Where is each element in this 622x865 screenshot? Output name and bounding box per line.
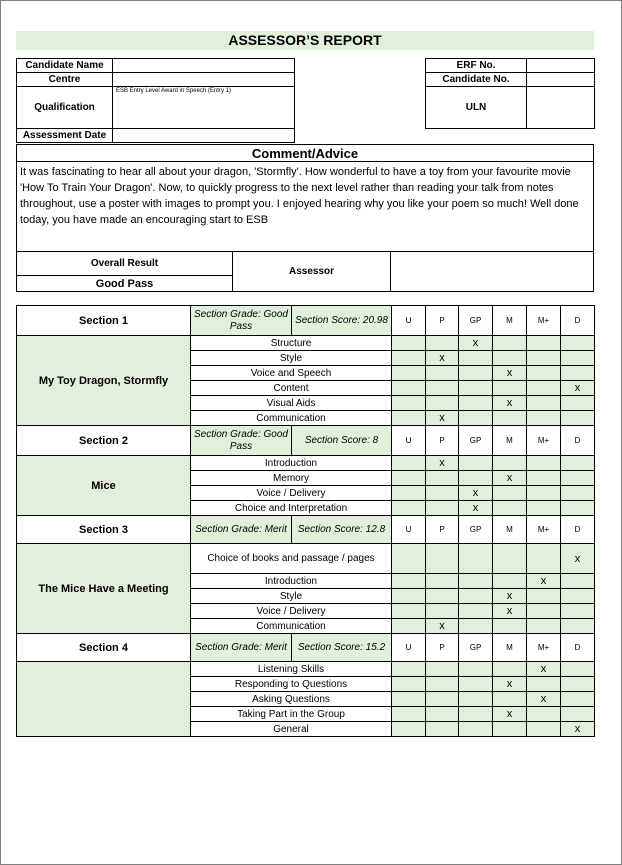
grades-table (16, 305, 595, 737)
grade-cell-p (426, 574, 459, 589)
grade-cell-d (561, 589, 595, 604)
grade-header-gp: GP (459, 426, 493, 456)
grade-cell-m-plus (527, 471, 561, 486)
grade-cell-m: x (493, 589, 527, 604)
grade-cell-p (426, 396, 459, 411)
grade-cell-u (392, 411, 426, 426)
grade-cell-u (392, 662, 426, 677)
grade-cell-gp: x (459, 486, 493, 501)
grade-cell-m (493, 662, 527, 677)
grade-header-m-plus: M+ (527, 426, 561, 456)
criterion-name: Style (191, 589, 392, 604)
grade-cell-d (561, 677, 595, 692)
grade-cell-m-plus (527, 677, 561, 692)
grade-cell-m-plus (527, 396, 561, 411)
grade-header-d: D (561, 426, 595, 456)
grade-cell-gp (459, 662, 493, 677)
centre-label: Centre (17, 73, 113, 87)
assessment-date-field[interactable] (113, 129, 295, 143)
grade-cell-m-plus (527, 486, 561, 501)
grade-cell-u (392, 396, 426, 411)
grade-header-d: D (561, 634, 595, 662)
grade-cell-p (426, 589, 459, 604)
criterion-row (17, 544, 595, 574)
criterion-name: Voice / Delivery (191, 604, 392, 619)
section-4-title (17, 662, 191, 737)
section-3-grade: Section Grade: Merit (191, 516, 292, 544)
grade-cell-m (493, 336, 527, 351)
grade-cell-gp: x (459, 336, 493, 351)
grade-header-m: M (493, 426, 527, 456)
qualification-label: Qualification (17, 87, 113, 129)
grade-header-p: P (426, 634, 459, 662)
grade-cell-u (392, 456, 426, 471)
grade-cell-u (392, 381, 426, 396)
grade-cell-u (392, 351, 426, 366)
grade-cell-gp: x (459, 501, 493, 516)
grade-cell-m (493, 381, 527, 396)
grade-cell-p (426, 336, 459, 351)
grade-cell-d (561, 396, 595, 411)
criterion-name: Choice of books and passage / pages (191, 544, 392, 574)
section-4-header-row (17, 634, 595, 662)
grade-header-p: P (426, 426, 459, 456)
grade-header-u: U (392, 426, 426, 456)
grade-cell-p (426, 662, 459, 677)
section-3-header-row (17, 516, 595, 544)
grade-cell-m (493, 411, 527, 426)
grade-cell-m-plus (527, 604, 561, 619)
uln-label: ULN (426, 87, 527, 129)
criterion-name: Structure (191, 336, 392, 351)
report-title: ASSESSOR’S REPORT (16, 31, 594, 50)
criterion-name: Responding to Questions (191, 677, 392, 692)
section-4-grade: Section Grade: Merit (191, 634, 292, 662)
criterion-name: Visual Aids (191, 396, 392, 411)
section-3-label: Section 3 (17, 516, 191, 544)
grade-cell-m-plus (527, 411, 561, 426)
grade-cell-m (493, 486, 527, 501)
section-1-header-row (17, 306, 595, 336)
section-1-grade: Section Grade: Good Pass (191, 306, 292, 336)
grade-cell-gp (459, 351, 493, 366)
grade-cell-gp (459, 456, 493, 471)
grade-cell-m: x (493, 707, 527, 722)
grade-header-u: U (392, 516, 426, 544)
section-4-score: Section Score: 15.2 (292, 634, 392, 662)
grade-cell-u (392, 589, 426, 604)
grade-cell-p (426, 677, 459, 692)
grade-header-d: D (561, 516, 595, 544)
grade-cell-d (561, 336, 595, 351)
candidate-info-table (16, 58, 295, 143)
grade-cell-p (426, 707, 459, 722)
section-2-score: Section Score: 8 (292, 426, 392, 456)
grade-cell-m (493, 692, 527, 707)
grade-cell-m: x (493, 396, 527, 411)
grade-cell-d (561, 662, 595, 677)
grade-cell-p (426, 722, 459, 737)
section-1-title: My Toy Dragon, Stormfly (17, 336, 191, 426)
grade-cell-p (426, 544, 459, 574)
overall-result-value: Good Pass (17, 276, 233, 292)
grade-cell-gp (459, 366, 493, 381)
grade-cell-m-plus (527, 619, 561, 634)
grade-cell-m-plus: x (527, 574, 561, 589)
grade-cell-p: x (426, 411, 459, 426)
section-2-grade: Section Grade: Good Pass (191, 426, 292, 456)
criterion-name: Introduction (191, 574, 392, 589)
grade-header-m-plus: M+ (527, 306, 561, 336)
comment-heading: Comment/Advice (17, 145, 593, 162)
grade-cell-u (392, 619, 426, 634)
grade-cell-d: x (561, 381, 595, 396)
grade-cell-d (561, 456, 595, 471)
grade-cell-m (493, 501, 527, 516)
grade-header-m: M (493, 516, 527, 544)
criterion-name: General (191, 722, 392, 737)
uln-field[interactable] (527, 87, 595, 129)
grade-cell-m-plus (527, 336, 561, 351)
criterion-name: Style (191, 351, 392, 366)
criterion-name: Introduction (191, 456, 392, 471)
grade-cell-d (561, 501, 595, 516)
section-1-label: Section 1 (17, 306, 191, 336)
grade-cell-m-plus (527, 544, 561, 574)
grade-cell-m (493, 544, 527, 574)
candidate-no-label: Candidate No. (426, 73, 527, 87)
grade-cell-gp (459, 692, 493, 707)
criterion-name: Taking Part in the Group (191, 707, 392, 722)
grade-cell-m: x (493, 366, 527, 381)
comment-text: It was fascinating to hear all about your dragon, 'Stormfly'. How wonderful to have a toy from your favourite movie 'How To Train Your Dragon'. Now, to quickly progress to the next level rather than reading your talk from notes throughout, use a poster with images to prompt you. I enjoyed hearing why you like your poem so much! Well done today, you have made an encouraging start to ESB (20, 166, 579, 226)
assessor-label: Assessor (233, 252, 391, 292)
criterion-name: Communication (191, 619, 392, 634)
grade-cell-u (392, 544, 426, 574)
grade-cell-p (426, 604, 459, 619)
section-1-score: Section Score: 20.98 (292, 306, 392, 336)
criterion-row (17, 456, 595, 471)
grade-cell-gp (459, 707, 493, 722)
criterion-name: Memory (191, 471, 392, 486)
assessment-date-label: Assessment Date (17, 129, 113, 143)
grade-cell-d (561, 351, 595, 366)
grade-cell-p: x (426, 619, 459, 634)
section-2-label: Section 2 (17, 426, 191, 456)
section-3-score: Section Score: 12.8 (292, 516, 392, 544)
criterion-name: Choice and Interpretation (191, 501, 392, 516)
section-3-title: The Mice Have a Meeting (17, 544, 191, 634)
grade-header-m: M (493, 634, 527, 662)
grade-cell-p (426, 692, 459, 707)
grade-cell-gp (459, 589, 493, 604)
grade-cell-gp (459, 544, 493, 574)
criterion-row (17, 336, 595, 351)
grade-header-gp: GP (459, 306, 493, 336)
grade-cell-m (493, 574, 527, 589)
comment-box (16, 144, 594, 292)
grade-cell-u (392, 692, 426, 707)
grade-cell-d (561, 366, 595, 381)
grade-cell-p: x (426, 351, 459, 366)
grade-cell-d (561, 619, 595, 634)
grade-cell-d (561, 707, 595, 722)
grade-cell-u (392, 501, 426, 516)
criterion-name: Communication (191, 411, 392, 426)
grade-cell-gp (459, 619, 493, 634)
grade-header-u: U (392, 306, 426, 336)
grade-cell-d (561, 486, 595, 501)
grade-cell-d: x (561, 722, 595, 737)
section-2-header-row (17, 426, 595, 456)
grade-cell-m (493, 619, 527, 634)
criterion-name: Asking Questions (191, 692, 392, 707)
section-2-title: Mice (17, 456, 191, 516)
grade-cell-gp (459, 574, 493, 589)
criterion-name: Content (191, 381, 392, 396)
grade-header-m: M (493, 306, 527, 336)
grade-cell-m: x (493, 604, 527, 619)
grade-cell-gp (459, 471, 493, 486)
grade-header-m-plus: M+ (527, 634, 561, 662)
grade-cell-m-plus (527, 589, 561, 604)
grade-cell-gp (459, 411, 493, 426)
grade-cell-m-plus (527, 501, 561, 516)
grade-cell-p (426, 471, 459, 486)
grade-cell-d (561, 604, 595, 619)
grade-cell-p (426, 486, 459, 501)
grade-cell-u (392, 707, 426, 722)
grade-header-m-plus: M+ (527, 516, 561, 544)
grade-header-gp: GP (459, 516, 493, 544)
grade-cell-m-plus: x (527, 692, 561, 707)
grade-header-d: D (561, 306, 595, 336)
grade-cell-d (561, 574, 595, 589)
grade-cell-m: x (493, 471, 527, 486)
grade-cell-m (493, 351, 527, 366)
criterion-name: Listening Skills (191, 662, 392, 677)
grade-cell-p (426, 501, 459, 516)
grade-cell-m-plus (527, 381, 561, 396)
grade-cell-u (392, 486, 426, 501)
grade-cell-m: x (493, 677, 527, 692)
grade-cell-gp (459, 604, 493, 619)
grade-cell-m-plus (527, 456, 561, 471)
section-4-label: Section 4 (17, 634, 191, 662)
grade-cell-d (561, 411, 595, 426)
grade-cell-u (392, 336, 426, 351)
erf-label: ERF No. (426, 59, 527, 73)
candidate-name-field[interactable] (113, 59, 295, 73)
grade-cell-u (392, 366, 426, 381)
centre-field[interactable] (113, 73, 295, 87)
grade-header-gp: GP (459, 634, 493, 662)
grade-cell-gp (459, 396, 493, 411)
criterion-name: Voice and Speech (191, 366, 392, 381)
grade-header-p: P (426, 306, 459, 336)
grade-cell-gp (459, 381, 493, 396)
grade-cell-m-plus: x (527, 662, 561, 677)
candidate-id-table (425, 58, 595, 129)
grade-cell-p (426, 366, 459, 381)
overall-result-label: Overall Result (17, 252, 233, 276)
grade-cell-gp (459, 722, 493, 737)
erf-field[interactable] (527, 59, 595, 73)
grade-cell-d (561, 692, 595, 707)
grade-cell-m (493, 456, 527, 471)
grade-cell-p: x (426, 456, 459, 471)
candidate-name-label: Candidate Name (17, 59, 113, 73)
grade-header-u: U (392, 634, 426, 662)
grade-cell-m-plus (527, 351, 561, 366)
criterion-row (17, 662, 595, 677)
criterion-name: Voice / Delivery (191, 486, 392, 501)
grade-cell-u (392, 722, 426, 737)
grade-cell-m (493, 722, 527, 737)
qualification-value: ESB Entry Level Award in Speech (Entry 1) (113, 87, 295, 129)
grade-header-p: P (426, 516, 459, 544)
grade-cell-u (392, 471, 426, 486)
grade-cell-u (392, 677, 426, 692)
grade-cell-m-plus (527, 707, 561, 722)
grade-cell-d (561, 471, 595, 486)
grade-cell-p (426, 381, 459, 396)
grade-cell-d: x (561, 544, 595, 574)
grade-cell-m-plus (527, 366, 561, 381)
candidate-no-field[interactable] (527, 73, 595, 87)
grade-cell-u (392, 604, 426, 619)
grade-cell-gp (459, 677, 493, 692)
grade-cell-u (392, 574, 426, 589)
grade-cell-m-plus (527, 722, 561, 737)
